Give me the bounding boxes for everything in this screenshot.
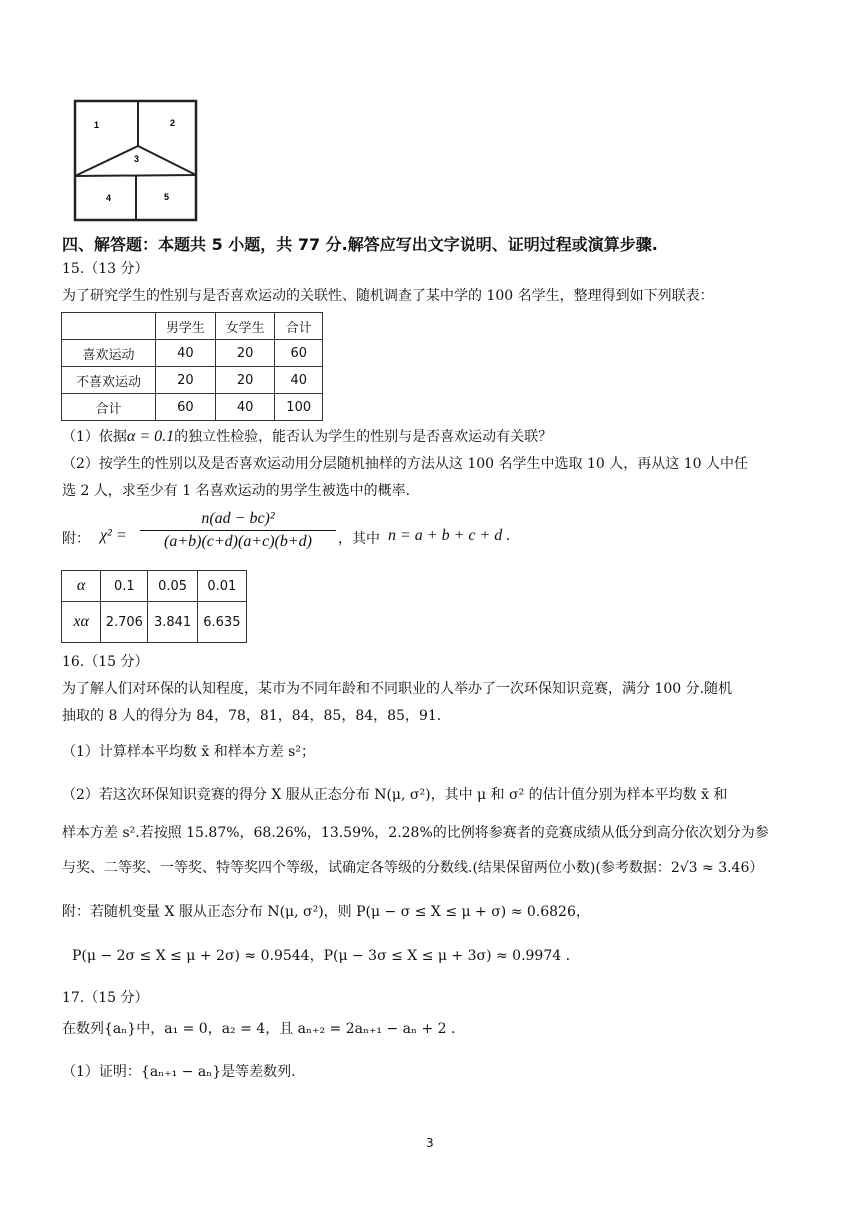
- q16-line1: 为了解人们对环保的认知程度，某市为不同年龄和不同职业的人举办了一次环保知识竞赛，满分 100 分.随机: [62, 681, 733, 697]
- table-cell: 合计: [62, 394, 156, 421]
- q15-part1-suffix: 的独立性检验，能否认为学生的性别与是否喜欢运动有关联？: [174, 429, 553, 445]
- table-header-cell: 合计: [275, 313, 323, 340]
- chi-square-fraction: [140, 510, 336, 551]
- table-cell: 0.1: [101, 571, 148, 602]
- table-cell: 0.01: [197, 571, 246, 602]
- table-row: [62, 367, 323, 394]
- q16-appendix-line1: 附：若随机变量 X 服从正态分布 N(μ, σ²)，则 P(μ − σ ≤ X ≤ μ + σ) ≈ 0.6826，: [62, 904, 590, 920]
- chi-square-tail: ，其中: [338, 531, 380, 547]
- table-row: [62, 394, 323, 421]
- region-label-1: 1: [94, 120, 100, 130]
- table-cell: 40: [275, 367, 323, 394]
- q15-intro: 为了研究学生的性别与是否喜欢运动的关联性、随机调查了某中学的 100 名学生，整理得到如下列联表：: [62, 288, 714, 304]
- table-cell: 100: [275, 394, 323, 421]
- table-row: [62, 340, 323, 367]
- q16-line2: 抽取的 8 人的得分为 84，78，81，84，85，84，85，91.: [62, 708, 442, 724]
- region-label-3: 3: [134, 154, 140, 164]
- table-cell: α: [62, 571, 101, 602]
- q16-part2-line1: （2）若这次环保知识竞赛的得分 X 服从正态分布 N(μ, σ²)，其中 μ 和 σ² 的估计值分别为样本平均数 x̄ 和: [62, 787, 728, 803]
- q17-part1: （1）证明：{aₙ₊₁ − aₙ}是等差数列.: [62, 1064, 296, 1080]
- table-cell: 6.635: [197, 602, 246, 643]
- table-row: [62, 571, 247, 602]
- q15-part1: [62, 427, 552, 447]
- alpha-value: α = 0.1: [126, 428, 175, 445]
- q15-number: 15.（13 分）: [62, 261, 149, 277]
- q16-part1: （1）计算样本平均数 x̄ 和样本方差 s²；: [62, 744, 315, 760]
- q17-line1: 在数列{aₙ}中，a₁ = 0，a₂ = 4，且 aₙ₊₂ = 2aₙ₊₁ − aₙ + 2 .: [62, 1021, 456, 1037]
- table-cell: 20: [215, 340, 275, 367]
- table-cell: 0.05: [148, 571, 197, 602]
- region-label-4: 4: [106, 193, 112, 203]
- q16-number: 16.（15 分）: [62, 654, 149, 670]
- chi-square-denominator: (a+b)(c+d)(a+c)(b+d): [163, 533, 312, 550]
- region-diagram: [72, 98, 200, 224]
- appendix-label: 附：: [62, 531, 90, 547]
- table-header-cell: 男学生: [156, 313, 216, 340]
- table-cell: 20: [156, 367, 216, 394]
- table-cell: 3.841: [148, 602, 197, 643]
- table-cell: [62, 313, 156, 340]
- q16-part2-line3: 与奖、二等奖、一等奖、特等奖四个等级，试确定各等级的分数线.(结果保留两位小数)(参考数据：2√3 ≈ 3.46）: [62, 860, 764, 876]
- table-cell: xα: [62, 602, 101, 643]
- table-cell: 不喜欢运动: [62, 367, 156, 394]
- table-cell: 喜欢运动: [62, 340, 156, 367]
- page-number: 3: [426, 1136, 434, 1150]
- chi-square-n-def: n = a + b + c + d .: [388, 527, 511, 544]
- chi-square-lhs: χ² =: [100, 527, 127, 544]
- q16-appendix-line2: P(μ − 2σ ≤ X ≤ μ + 2σ) ≈ 0.9544，P(μ − 3σ ≤ X ≤ μ + 3σ) ≈ 0.9974 .: [72, 948, 571, 964]
- table-cell: 20: [215, 367, 275, 394]
- q16-part2-line2: 样本方差 s².若按照 15.87%，68.26%，13.59%，2.28%的比例将参赛者的竞赛成绩从低分到高分依次划分为参: [62, 825, 769, 841]
- table-header-row: [62, 313, 323, 340]
- critical-value-table: [61, 570, 247, 643]
- q15-part2-line2: 选 2 人，求至少有 1 名喜欢运动的男学生被选中的概率.: [62, 483, 411, 499]
- table-cell: 40: [156, 340, 216, 367]
- section-header: 四、解答题：本题共 5 小题，共 77 分.解答应写出文字说明、证明过程或演算步骤.: [62, 235, 658, 254]
- q15-part1-prefix: （1）依据: [62, 429, 127, 445]
- q15-part2-line1: （2）按学生的性别以及是否喜欢运动用分层随机抽样的方法从这 100 名学生中选取 10 人，再从这 10 人中任: [62, 456, 748, 472]
- q17-number: 17.（15 分）: [62, 990, 149, 1006]
- table-header-cell: 女学生: [215, 313, 275, 340]
- table-cell: 60: [156, 394, 216, 421]
- region-label-2: 2: [170, 118, 176, 128]
- table-cell: 60: [275, 340, 323, 367]
- region-label-5: 5: [164, 192, 170, 202]
- table-cell: 40: [215, 394, 275, 421]
- table-row: [62, 602, 247, 643]
- chi-square-numerator: n(ad − bc)²: [140, 510, 336, 531]
- contingency-table: [61, 312, 323, 421]
- table-cell: 2.706: [101, 602, 148, 643]
